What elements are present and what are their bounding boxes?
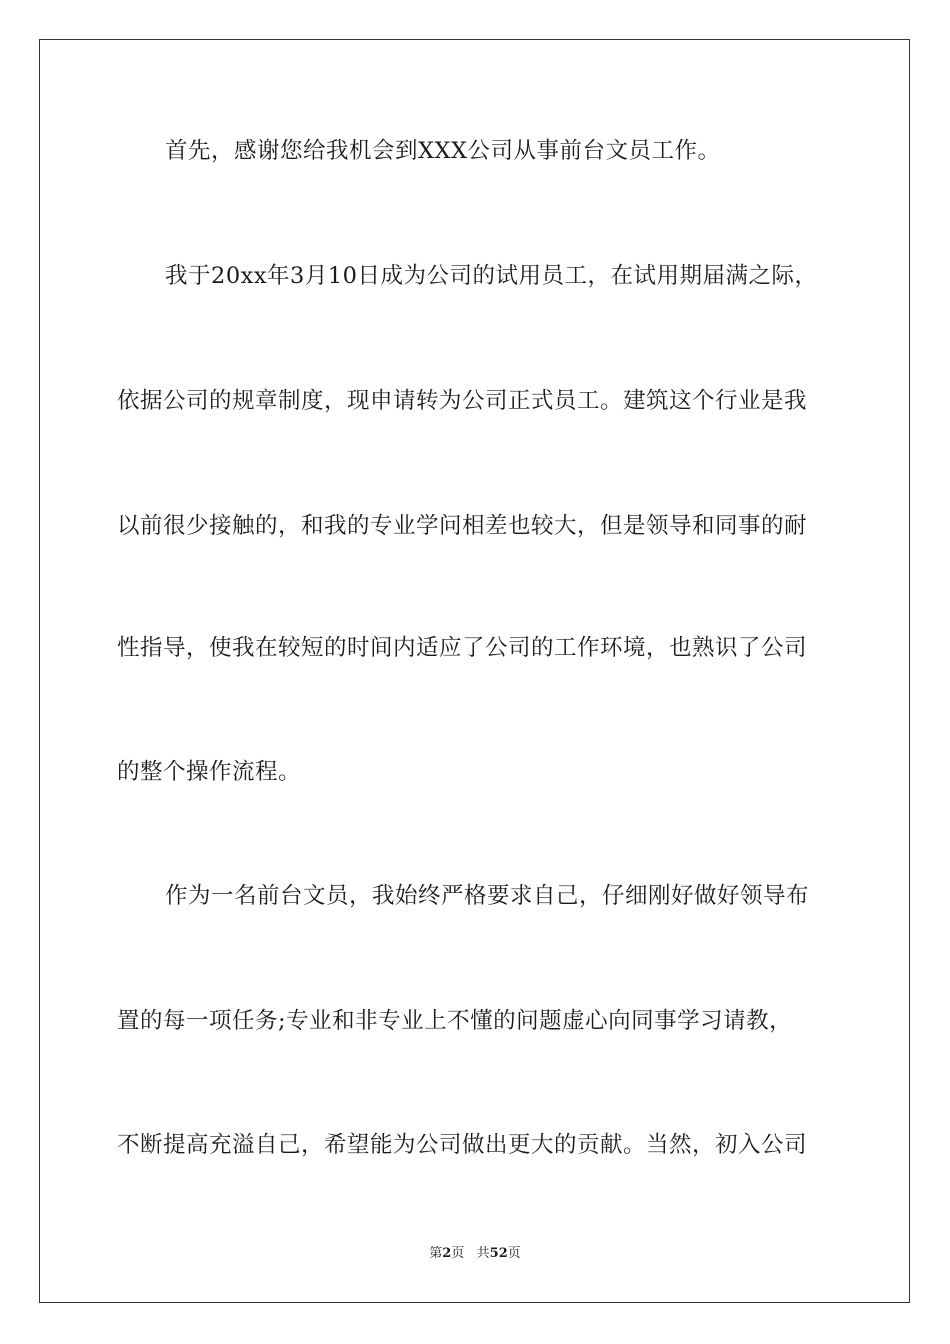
footer-prefix: 第 — [429, 1246, 443, 1261]
paragraph-line: 的整个操作流程。 — [117, 759, 302, 785]
paragraph-line: 作为一名前台文员，我始终严格要求自己，仔细刚好做好领导布 — [165, 883, 810, 909]
paragraph-line: 置的每一项任务;专业和非专业上不懂的问题虚心向同事学习请教， — [117, 1008, 793, 1034]
footer-total-pages: 52 — [489, 1246, 508, 1261]
paragraph-line: 以前很少接触的，和我的专业学问相差也较大，但是领导和同事的耐 — [117, 513, 808, 539]
page-footer — [0, 1245, 950, 1263]
paragraph-line: 我于20xx年3月10日成为公司的试用员工，在试用期届满之际， — [165, 263, 818, 289]
page-border — [39, 39, 910, 1303]
paragraph-line: 首先，感谢您给我机会到XXX公司从事前台文员工作。 — [165, 138, 721, 164]
footer-middle: 页 共 — [451, 1246, 490, 1261]
footer-suffix: 页 — [507, 1246, 521, 1261]
footer-page-number: 2 — [442, 1246, 452, 1261]
paragraph-line: 不断提高充溢自己，希望能为公司做出更大的贡献。当然，初入公司 — [117, 1132, 808, 1158]
paragraph-line: 性指导，使我在较短的时间内适应了公司的工作环境，也熟识了公司 — [117, 635, 808, 661]
paragraph-line: 依据公司的规章制度，现申请转为公司正式员工。建筑这个行业是我 — [117, 388, 808, 414]
